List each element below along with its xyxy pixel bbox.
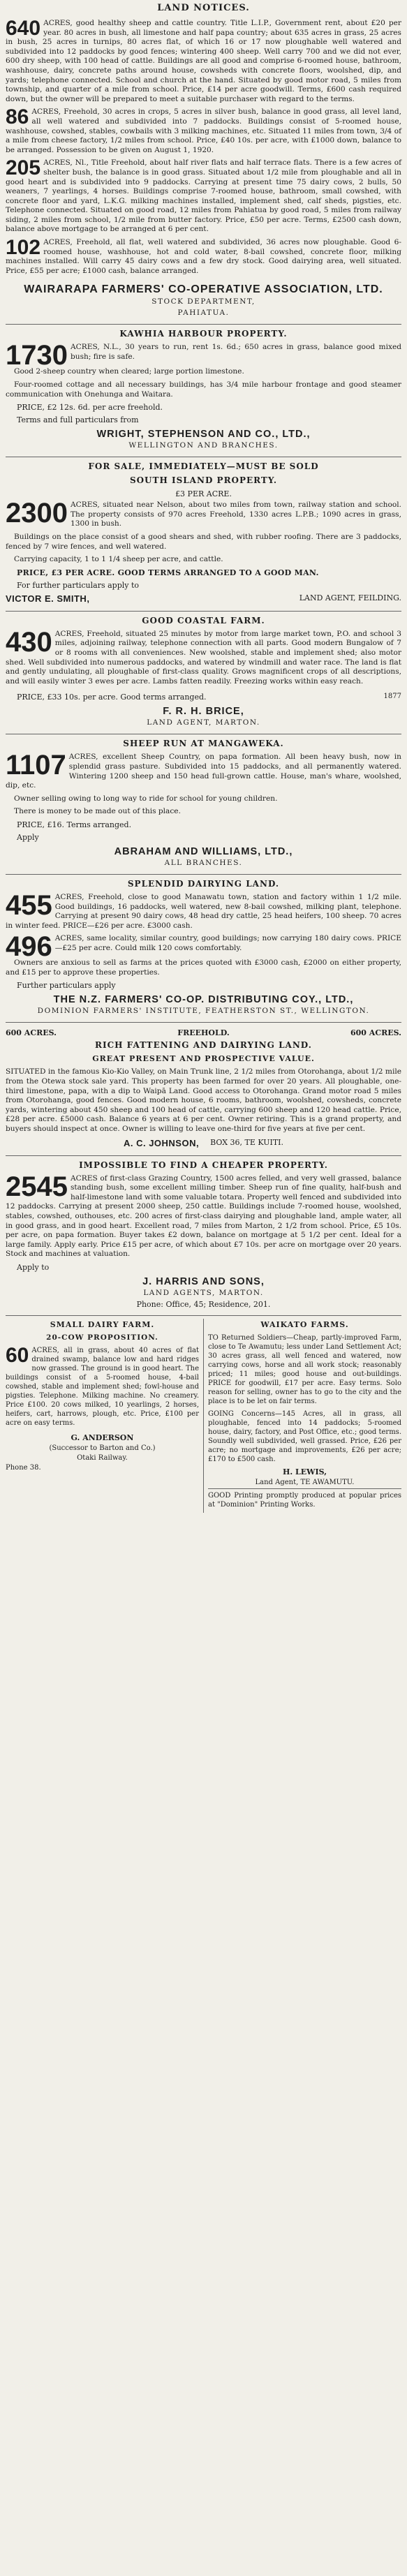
listing-640 [6,19,401,104]
listing-2300 [6,498,401,529]
terms-line: Terms and full particulars from [17,415,139,425]
page-header: LAND NOTICES. [157,3,250,13]
firm-name: WRIGHT, STEPHENSON AND CO., LTD., [96,429,311,441]
agent-role: Land Agent, TE AWAMUTU. [255,1478,355,1486]
reference-number: 1877 [383,693,401,701]
listing-text: ACRES of first-class Grazing Country, 1500 acres felled, and very well grassed, balance standing bush, some excellent milling timber. Sheep run of fine quality, half-bush and half-limestone land with some valuable totara. Property well fenced and subdivided into 12 paddocks. Carrying at present 2000 sheep, 250 cattle. Buildings include 7-roomed house, woolshed, stables, cowshed, outhouses, etc. 200 acres of first-class dairying and ploughable land, ample water, all in good grass, and in good heart. Excellent road, 7 miles from Marton, 2 1/2 from school. Price, £5 10s. per acre, on papa formation. Buyer takes £2 down, balance on mortgage at 5 1/2 per cent. Ideal for a large family. Apply early. Price £15 per acre, of which about £7 10s. per acre on mortgage over 20 years. Stock and machines at valuation. [6,1174,401,1259]
ad-heading: WAIKATO FARMS. [260,1319,349,1329]
acreage-banner [6,1028,401,1037]
listing-text: TO Returned Soldiers—Cheap, partly-improved Farm, close to Te Awamutu; less under Land Settlement Act; 30 acres grass, all well fenced and watered, now carrying cows, horse and all work stock; reasonably priced; 11 miles; good house and out-buildings. PRICE for goodwill, £17 per acre. Easy terms. Solo reason for selling, owner has to go to the city and the place is to be let on fair terms. [208,1333,401,1405]
ad-heading: GOOD COASTAL FARM. [142,615,265,626]
further-line: Further particulars apply [17,981,116,991]
wairarapa-section [6,16,401,325]
listing-text: ACRES, Freehold, close to good Manawatu town, station and factory within 1 1/2 mile. Good buildings, 16 paddocks, well watered, new 8-bail cowshed, milking plant, telephone. Carrying at present 90 dairy cows, 48 head dry cattle, 25 head heifers, 100 sheep. 70 acres in winter feed. PRICE—£26 per acre. £3000 cash. [6,892,401,930]
agent-name: G. ANDERSON [71,1433,134,1442]
apply-line: Apply [17,832,39,842]
firm-name: J. HARRIS AND SONS, [142,1275,265,1287]
listing-line: Owner selling owing to long way to ride for school for young children. [14,794,278,803]
agent-successor: (Successor to Barton and Co.) [49,1444,156,1452]
kawhia-section [6,325,401,457]
listing-60 [6,1343,199,1428]
price-line: PRICE, £3 PER ACRE. GOOD TERMS ARRANGED TO A GOOD MAN. [17,568,319,577]
agent-name: F. R. H. BRICE, [163,706,244,718]
acreage-number: 86 [6,105,29,129]
listing-text: SITUATED in the famous Kio-Kio Valley, on Main Trunk line, 2 1/2 miles from Otorohanga, about 1/2 mile from the Otewa stock sale yard. This property has been farmed for over 20 years. All ploughable, one-third limestone, papa, with a dip to Waipā Land. Good access to Otorohanga. Grand motor road 5 miles from Otorohanga, good fences. Good modern house, 6 rooms, bathroom, woolshed, cowsheds, concrete yards, wintering about 450 sheep and 100 head of cattle, carrying 600 sheep and 120 head cattle. Price, £28 per acre. £5000 cash. Balance 6 years at 6 per cent. Owner retiring. This is a grand property, and buyers should inspect at once. Owner is willing to leave one-third for five years at five per cent. [6,1067,401,1134]
agent-name: VICTOR E. SMITH, [6,593,90,604]
firm-branches: WELLINGTON AND BRANCHES. [128,441,279,450]
firm-name: THE N.Z. FARMERS' CO-OP. DISTRIBUTING COY., LTD., [53,994,354,1006]
acreage-number: 2300 [6,498,68,529]
listing-text: ACRES, Freehold, 30 acres in crops, 5 acres in silver bush, balance in good grass, all level land, all well watered and subdivided into 7 paddocks. Buildings consist of 5-roomed house, washhouse, cowshed, stables, cowbails with 3 milking machines, etc. Situated 11 miles from town, 3/4 of a mile from cheese factory, 1/2 miles from school. Price, £40 10s. per acre, with £1000 down, balance to be arranged. Possession to be given on August 1, 1920. [6,108,401,154]
listing-line: There is money to be made out of this place. [14,807,181,816]
coastal-section [6,612,401,735]
agent-phone: Phone 38. [6,1463,41,1472]
acreage-number: 430 [6,626,52,658]
acreage-number: 455 [6,889,52,921]
listing-86 [6,105,401,155]
divider [208,1488,401,1489]
listing-text: ACRES, same locality, similar country, good buildings; now carrying 180 dairy cows. PRICE—£25 per acre. Could milk 120 cows comfortably. [54,934,401,952]
ad-subheading: GREAT PRESENT AND PROSPECTIVE VALUE. [92,1054,315,1064]
listing-text: GOING Concerns—145 Acres, all in grass, all ploughable, fenced into 14 paddocks; 5-roomed house, dairy, factory, and Post Office, etc.; good terms. Soundly well subdivided, well grassed. Price, £26 per acre; no mortgage and improvements, £26 per acre; £170 to £500 cash. [208,1409,401,1463]
listing-line: Good 2-sheep country when cleared; large portion limestone. [14,367,244,376]
listing-text: ACRES, situated near Nelson, about two miles from town, railway station and school. The property consists of 970 acres Freehold, 1330 acres L.P.B.; 1090 acres in grass, 1300 in bush. [70,501,401,528]
apply-line: Apply to [17,1262,50,1272]
ad-subheading: 20-COW PROPOSITION. [46,1333,158,1342]
acreage-number: 640 [6,17,41,40]
acreage-number: 60 [6,1343,29,1367]
firm-name: WAIRARAPA FARMERS' CO-OPERATIVE ASSOCIATION, LTD. [24,283,383,296]
listing-text: ACRES, Freehold, all flat, well watered and subdivided, 36 acres now ploughable. Good 6-roomed house, washhouse, hot and cold water, 8-bail cowshed, concrete floor, milking machines installed. Will carry 45 dairy cows and a few dry stock. Good dairying area, well situated. Price, £55 per acre; £1000 cash, balance arranged. [6,238,401,275]
freehold-600-section [6,1023,401,1155]
listing-455 [6,889,401,931]
listing-line: Owners are anxious to sell as farms at the prices quoted with £3000 cash, £2000 on either property, and £15 per to approve these properties. [6,958,401,977]
further-line: For further particulars apply to [17,580,140,590]
agent-name: A. C. JOHNSON, [123,1137,200,1148]
acreage-number: 2545 [6,1171,68,1202]
listing-line: Buildings on the place consist of a good shears and shed, with rubber roofing. There are 3 paddocks, fenced by 7 wire fences, and well watered. [6,533,401,551]
acreage-number: 1730 [6,340,68,371]
acreage-number: 496 [6,931,52,963]
listing-line: Carrying capacity, 1 to 1 1/4 sheep per acre, and cattle. [14,555,223,564]
agent-signature [6,593,401,604]
ad-heading: SHEEP RUN AT MANGAWEKA. [123,739,284,749]
listing-2545 [6,1171,401,1259]
banner-right: 600 ACRES. [350,1028,401,1038]
acreage-number: 1107 [6,750,66,781]
listing-text: ACRES, all in grass, about 40 acres of flat drained swamp, balance low and hard ridges now grassed. The ground is in good heart. The buildings consist of a 5-roomed house, 4-bail cowshed, stable and implement shed; fowl-house and pigsties. Telephone. Milking machine. No creamery. Price £100. 20 cows milked, 10 yearlings, 2 horses, heifers, cart, harrows, plough, etc. Price, £100 per acre on easy terms. [6,1346,199,1427]
firm-town: PAHIATUA. [177,309,230,318]
agent-role: LAND AGENT, FEILDING. [299,593,401,602]
listing-text: ACRES, good healthy sheep and cattle country. Title L.I.P., Government rent, about £20 per year. 80 acres in bush, all limestone and half papa country; about 635 acres in grass, 25 acres in bush, 25 acres in turnips, 80 acres flat, of which 16 or 17 now ploughable well watered and subdivided into 12 paddocks by good fences; wintering 400 sheep. Well carry 700 and we did not ever, 600 dry sheep, with 100 head of cattle. Buildings are all good and comprise 6-roomed house, bathroom, washhouse, dairy, concrete paths around house, cowsheds with concrete floors, woolshed, dip, and yards; telephone connected. School and church at the hand. Situated by good motor road, 5 miles from township, and quarter of a mile from school. Price, £14 per acre goodwill. Terms, £600 cash required down, but the owner will be prepared to meet a suitable purchaser with regard to the terms. [6,19,401,103]
firm-department: STOCK DEPARTMENT, [151,297,256,306]
agent-signature [6,1138,401,1148]
listing-1730 [6,340,401,371]
ad-heading: KAWHIA HARBOUR PROPERTY. [119,329,288,339]
listing-text: ACRES, N.L., 30 years to run, rent 1s. 6d.; 650 acres in grass, balance good mixed bush; fire is safe. [70,343,401,362]
agent-role: BOX 36, TE KUITI. [210,1137,284,1147]
price-row [6,693,401,702]
listing-text: ACRES, Freehold, situated 25 minutes by motor from large market town, P.O. and school 3 miles, adjoining railway, telephone connection with all parts. Good modern Bungalow of 7 or 8 rooms with all conveniences. New woolshed, stable and implement shed; also motor shed. Well subdivided into numerous paddocks, and watered by windmill and water race. The land is flat and gently undulating, all ploughable of first-class quality. Grows magnificent crops of all descriptions, and will easily winter 3 ewes per acre. Lambs fatten readily. Freezing works within easy reach. [6,629,401,686]
price-line: PRICE, £33 10s. per acre. Good terms arranged. [17,693,207,702]
firm-branches: ALL BRANCHES. [164,858,243,867]
price-line: PRICE, £16. Terms arranged. [17,820,132,829]
agent-name: H. LEWIS, [282,1467,327,1476]
ad-heading: FOR SALE, IMMEDIATELY—MUST BE SOLD [88,461,319,472]
bottom-columns [6,1316,401,1513]
cheaper-property-section [6,1156,401,1316]
banner-mid: FREEHOLD. [177,1028,230,1038]
agent-role: LAND AGENT, MARTON. [147,718,260,727]
ad-heading: SMALL DAIRY FARM. [50,1319,155,1329]
listing-102 [6,238,401,276]
waikato-column [208,1319,401,1513]
price-line: PRICE, £2 12s. 6d. per acre freehold. [17,403,163,413]
listing-496 [6,931,401,963]
dairying-section [6,875,401,1023]
ad-heading: RICH FATTENING AND DAIRYING LAND. [95,1040,312,1051]
firm-address: LAND AGENTS, MARTON. [143,1288,264,1297]
acreage-number: 102 [6,236,41,260]
rate-line: £3 PER ACRE. [175,489,232,499]
ad-heading: IMPOSSIBLE TO FIND A CHEAPER PROPERTY. [79,1160,328,1170]
ad-heading: SPLENDID DAIRYING LAND. [127,878,280,889]
mangaweka-section [6,734,401,875]
agent-place: Otaki Railway. [77,1453,128,1462]
listing-text: ACRES, Nl., Title Freehold, about half river flats and half terrace flats. There is a few acres of shelter bush, the balance is in good grass. Situated about 1/2 mile from ploughable and all in good heart and is subdivided into 9 paddocks. Carrying at present time 75 dairy cows, 2 bulls, 50 weaners, 7 yearlings, 4 horses. Buildings comprise 7-roomed house, bathroom, small cowshed, with concrete floor and yard, L.K.G. milking machines installed, implement shed, calf sheds, pigsties, etc. Telephone connected. Situated on good road, 12 miles from Pahiatua by good road, 5 miles from railway siding, 2 miles from school, 1/2 mile from butter factory. Price, £50 per acre. Terms, £2500 cash down, balance above mortgage to be arranged at 6 per cent. [6,158,401,234]
small-dairy-column [6,1319,199,1513]
listing-1107 [6,750,401,790]
listing-205 [6,158,401,235]
printing-notice: GOOD Printing promptly produced at popular prices at "Dominion" Printing Works. [208,1491,401,1509]
acreage-number: 205 [6,156,41,180]
firm-name: ABRAHAM AND WILLIAMS, LTD., [114,845,293,857]
listing-text: ACRES, excellent Sheep Country, on papa formation. All been heavy bush, now in splendid grass pasture. Subdivided into 15 paddocks, and all permanently watered. Wintering 1200 sheep and 150 head full-grown cattle. House, man's whare, woolshed, dip, etc. [6,753,401,790]
south-island-section [6,457,401,612]
firm-address: DOMINION FARMERS' INSTITUTE, FEATHERSTON ST., WELLINGTON. [37,1007,370,1016]
ad-subheading: SOUTH ISLAND PROPERTY. [129,475,278,486]
banner-left: 600 ACRES. [6,1028,57,1038]
phone-line: Phone: Office, 45; Residence, 201. [136,1299,271,1309]
listing-430 [6,626,401,687]
listing-line: Four-roomed cottage and all necessary buildings, has 3/4 mile harbour frontage and good steamer communication with Onehunga and Waitara. [6,380,401,399]
column-divider [203,1319,204,1513]
